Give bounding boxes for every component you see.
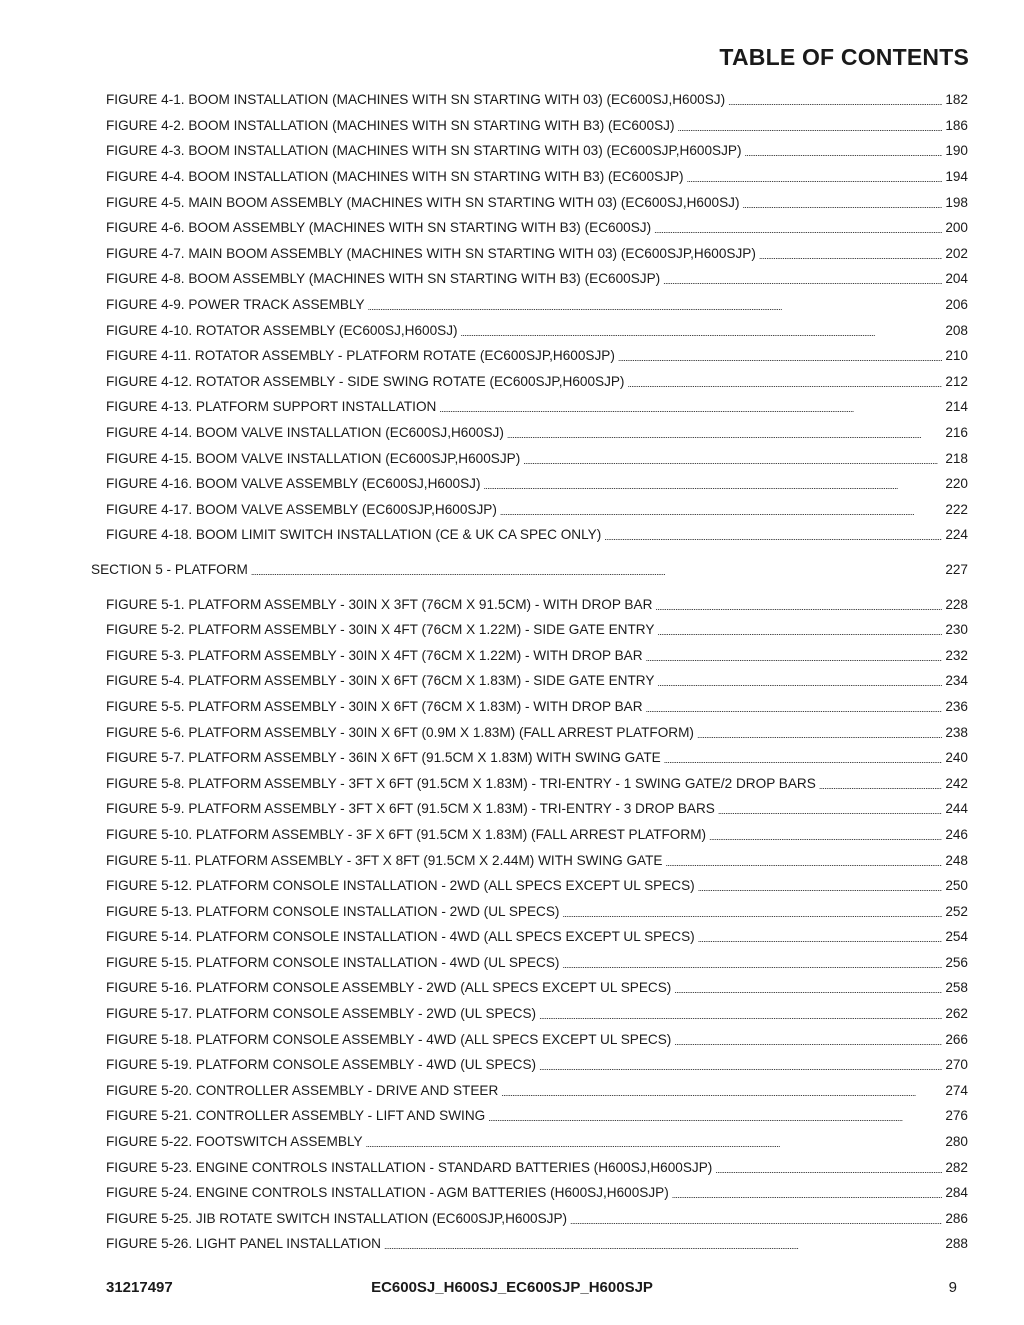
toc-entry-label: FIGURE 4-4. BOOM INSTALLATION (MACHINES WITH SN STARTING WITH B3) (EC600SJP) <box>106 169 684 185</box>
toc-leader-dots <box>507 426 942 441</box>
toc-leader-dots <box>439 400 942 415</box>
toc-entry-page: 186 <box>945 117 968 133</box>
toc-entry-page: 258 <box>945 980 968 996</box>
toc-entry-page: 230 <box>945 622 968 638</box>
toc-leader-dots <box>718 802 942 817</box>
toc-entry-page: 204 <box>945 271 968 287</box>
toc-entry-label: FIGURE 4-11. ROTATOR ASSEMBLY - PLATFORM ROTATE (EC600SJP,H600SJP) <box>106 348 615 364</box>
toc-entry[interactable] <box>106 292 968 318</box>
toc-entry[interactable] <box>106 497 968 523</box>
toc-entry-label: FIGURE 4-2. BOOM INSTALLATION (MACHINES WITH SN STARTING WITH B3) (EC600SJ) <box>106 117 675 133</box>
toc-entry[interactable] <box>106 1078 968 1104</box>
toc-leader-dots <box>501 1084 942 1099</box>
toc-entry[interactable] <box>106 1052 968 1078</box>
toc-entry-page: 244 <box>945 801 968 817</box>
toc-entry-label: FIGURE 5-3. PLATFORM ASSEMBLY - 30IN X 4FT (76CM X 1.22M) - WITH DROP BAR <box>106 647 643 663</box>
toc-entry[interactable] <box>106 394 968 420</box>
toc-entry-page: 236 <box>945 698 968 714</box>
toc-leader-dots <box>646 700 943 715</box>
toc-leader-dots <box>715 1161 942 1176</box>
toc-leader-dots <box>483 477 942 492</box>
toc-entry-page: 224 <box>945 527 968 543</box>
toc-entry[interactable] <box>106 822 968 848</box>
toc-entry-label: FIGURE 5-17. PLATFORM CONSOLE ASSEMBLY - 2WD (UL SPECS) <box>106 1006 537 1022</box>
toc-entry-page: 284 <box>945 1185 968 1201</box>
toc-list <box>0 87 1024 1257</box>
toc-leader-dots <box>674 981 942 996</box>
page-title: TABLE OF CONTENTS <box>719 44 969 70</box>
toc-entry-page: 242 <box>945 775 968 791</box>
toc-entry[interactable] <box>106 898 968 924</box>
toc-entry-label: FIGURE 4-7. MAIN BOOM ASSEMBLY (MACHINES WITH SN STARTING WITH 03) (EC600SJP,H600SJP) <box>106 245 756 261</box>
footer-page-number: 9 <box>948 1279 957 1296</box>
toc-entry-label: FIGURE 4-16. BOOM VALVE ASSEMBLY (EC600SJ,H600SJ) <box>106 476 481 492</box>
toc-entry-label: FIGURE 4-3. BOOM INSTALLATION (MACHINES WITH SN STARTING WITH 03) (EC600SJP,H600SJP) <box>106 143 742 159</box>
toc-entry[interactable] <box>106 215 968 241</box>
footer-model: EC600SJ_H600SJ_EC600SJP_H600SJP <box>371 1279 653 1296</box>
toc-entry[interactable] <box>106 950 968 976</box>
toc-entry-label: FIGURE 5-13. PLATFORM CONSOLE INSTALLATION - 2WD (UL SPECS) <box>106 903 560 919</box>
toc-leader-dots <box>368 298 943 313</box>
toc-entry-label: FIGURE 4-6. BOOM ASSEMBLY (MACHINES WITH SN STARTING WITH B3) (EC600SJ) <box>106 220 652 236</box>
toc-leader-dots <box>742 196 942 211</box>
toc-leader-dots <box>366 1135 943 1150</box>
toc-entry-label: FIGURE 5-2. PLATFORM ASSEMBLY - 30IN X 4FT (76CM X 1.22M) - SIDE GATE ENTRY <box>106 622 655 638</box>
toc-leader-dots <box>251 563 942 578</box>
toc-entry-label: FIGURE 5-20. CONTROLLER ASSEMBLY - DRIVE AND STEER <box>106 1082 499 1098</box>
toc-entry-label: FIGURE 4-14. BOOM VALVE INSTALLATION (EC600SJ,H600SJ) <box>106 425 504 441</box>
toc-entry-label: FIGURE 4-15. BOOM VALVE INSTALLATION (EC600SJP,H600SJP) <box>106 450 521 466</box>
toc-entry[interactable] <box>106 591 968 617</box>
toc-entry-label: FIGURE 5-11. PLATFORM ASSEMBLY - 3FT X 8FT (91.5CM X 2.44M) WITH SWING GATE <box>106 852 663 868</box>
toc-entry[interactable] <box>106 642 968 668</box>
toc-leader-dots <box>677 119 942 134</box>
toc-entry-page: 216 <box>945 425 968 441</box>
toc-entry[interactable] <box>106 317 968 343</box>
toc-entry-page: 282 <box>945 1159 968 1175</box>
toc-section-entry[interactable] <box>91 557 968 583</box>
toc-leader-dots <box>539 1007 942 1022</box>
toc-entry-page: 190 <box>945 143 968 159</box>
toc-leader-dots <box>663 272 942 287</box>
toc-entry-page: 210 <box>945 348 968 364</box>
page-footer <box>0 1279 1024 1299</box>
toc-leader-dots <box>646 649 943 664</box>
toc-entry-page: 202 <box>945 245 968 261</box>
toc-entry[interactable] <box>106 745 968 771</box>
toc-entry-page: 222 <box>945 501 968 517</box>
toc-leader-dots <box>657 674 942 689</box>
toc-entry-page: 270 <box>945 1057 968 1073</box>
toc-entry-page: 206 <box>945 297 968 313</box>
toc-entry[interactable] <box>106 1026 968 1052</box>
toc-entry-page: 246 <box>945 826 968 842</box>
toc-entry[interactable] <box>106 847 968 873</box>
toc-entry[interactable] <box>106 164 968 190</box>
toc-entry-page: 227 <box>945 561 968 577</box>
toc-entry-label: FIGURE 5-18. PLATFORM CONSOLE ASSEMBLY - 4WD (ALL SPECS EXCEPT UL SPECS) <box>106 1031 672 1047</box>
toc-entry-page: 240 <box>945 750 968 766</box>
toc-leader-dots <box>687 170 943 185</box>
toc-entry-page: 234 <box>945 673 968 689</box>
toc-entry-page: 218 <box>945 450 968 466</box>
toc-entry-label: FIGURE 5-25. JIB ROTATE SWITCH INSTALLATION (EC600SJP,H600SJP) <box>106 1210 568 1226</box>
toc-leader-dots <box>665 854 942 869</box>
footer-doc-number: 31217497 <box>106 1279 173 1296</box>
toc-entry-page: 200 <box>945 220 968 236</box>
toc-leader-dots <box>759 247 942 262</box>
toc-entry[interactable] <box>106 617 968 643</box>
toc-entry-label: FIGURE 4-1. BOOM INSTALLATION (MACHINES WITH SN STARTING WITH 03) (EC600SJ,H600SJ) <box>106 92 726 108</box>
toc-entry-label: FIGURE 5-26. LIGHT PANEL INSTALLATION <box>106 1236 381 1252</box>
toc-leader-dots <box>654 221 942 236</box>
toc-entry-page: 182 <box>945 92 968 108</box>
toc-entry-label: FIGURE 5-19. PLATFORM CONSOLE ASSEMBLY - 4WD (UL SPECS) <box>106 1057 537 1073</box>
toc-entry-page: 274 <box>945 1082 968 1098</box>
toc-entry-label: FIGURE 5-15. PLATFORM CONSOLE INSTALLATION - 4WD (UL SPECS) <box>106 954 560 970</box>
toc-leader-dots <box>745 144 943 159</box>
toc-entry-page: 212 <box>945 373 968 389</box>
toc-leader-dots <box>697 726 942 741</box>
toc-entry-label: FIGURE 5-9. PLATFORM ASSEMBLY - 3FT X 6FT (91.5CM X 1.83M) - TRI-ENTRY - 3 DROP BARS <box>106 801 715 817</box>
toc-leader-dots <box>539 1058 942 1073</box>
toc-leader-dots <box>698 930 943 945</box>
toc-entry-label: FIGURE 4-12. ROTATOR ASSEMBLY - SIDE SWING ROTATE (EC600SJP,H600SJP) <box>106 373 625 389</box>
toc-leader-dots <box>819 777 943 792</box>
toc-leader-dots <box>488 1109 942 1124</box>
toc-entry[interactable] <box>106 668 968 694</box>
toc-entry-page: 238 <box>945 724 968 740</box>
toc-entry-label: FIGURE 4-8. BOOM ASSEMBLY (MACHINES WITH SN STARTING WITH B3) (EC600SJP) <box>106 271 661 287</box>
toc-entry-label: FIGURE 5-5. PLATFORM ASSEMBLY - 30IN X 6FT (76CM X 1.83M) - WITH DROP BAR <box>106 698 643 714</box>
toc-entry-page: 276 <box>945 1108 968 1124</box>
toc-leader-dots <box>604 528 942 543</box>
toc-entry-page: 280 <box>945 1134 968 1150</box>
toc-entry[interactable] <box>106 471 968 497</box>
toc-entry[interactable] <box>106 719 968 745</box>
toc-leader-dots <box>664 751 943 766</box>
toc-entry-page: 288 <box>945 1236 968 1252</box>
toc-entry-label: FIGURE 5-22. FOOTSWITCH ASSEMBLY <box>106 1134 363 1150</box>
toc-entry-page: 250 <box>945 878 968 894</box>
toc-leader-dots <box>698 879 943 894</box>
toc-leader-dots <box>627 375 942 390</box>
toc-entry[interactable] <box>106 1231 968 1257</box>
toc-entry[interactable] <box>106 266 968 292</box>
toc-entry-page: 262 <box>945 1006 968 1022</box>
toc-entry-page: 266 <box>945 1031 968 1047</box>
toc-entry-page: 252 <box>945 903 968 919</box>
toc-leader-dots <box>461 324 943 339</box>
toc-entry[interactable] <box>106 369 968 395</box>
toc-entry-label: FIGURE 5-12. PLATFORM CONSOLE INSTALLATION - 2WD (ALL SPECS EXCEPT UL SPECS) <box>106 878 695 894</box>
toc-leader-dots <box>655 598 942 613</box>
toc-entry-label: FIGURE 5-23. ENGINE CONTROLS INSTALLATION - STANDARD BATTERIES (H600SJ,H600SJP) <box>106 1159 713 1175</box>
toc-leader-dots <box>618 349 942 364</box>
toc-leader-dots <box>523 452 942 467</box>
toc-leader-dots <box>562 905 942 920</box>
toc-entry[interactable] <box>106 113 968 139</box>
toc-entry-label: FIGURE 5-21. CONTROLLER ASSEMBLY - LIFT AND SWING <box>106 1108 486 1124</box>
toc-leader-dots <box>500 503 942 518</box>
toc-entry-label: FIGURE 5-7. PLATFORM ASSEMBLY - 36IN X 6FT (91.5CM X 1.83M) WITH SWING GATE <box>106 750 661 766</box>
toc-entry-label: SECTION 5 - PLATFORM <box>91 561 248 577</box>
toc-entry[interactable] <box>106 1206 968 1232</box>
toc-entry[interactable] <box>106 1129 968 1155</box>
toc-entry-label: FIGURE 5-4. PLATFORM ASSEMBLY - 30IN X 6FT (76CM X 1.83M) - SIDE GATE ENTRY <box>106 673 655 689</box>
toc-entry-page: 198 <box>945 194 968 210</box>
toc-entry[interactable] <box>106 189 968 215</box>
toc-entry-label: FIGURE 5-8. PLATFORM ASSEMBLY - 3FT X 6FT (91.5CM X 1.83M) - TRI-ENTRY - 1 SWING GATE/2 DROP BARS <box>106 775 816 791</box>
toc-entry-label: FIGURE 5-24. ENGINE CONTROLS INSTALLATION - AGM BATTERIES (H600SJ,H600SJP) <box>106 1185 669 1201</box>
toc-entry-page: 248 <box>945 852 968 868</box>
toc-leader-dots <box>674 1033 942 1048</box>
toc-leader-dots <box>570 1212 942 1227</box>
toc-entry-label: FIGURE 5-1. PLATFORM ASSEMBLY - 30IN X 3FT (76CM X 91.5CM) - WITH DROP BAR <box>106 596 653 612</box>
toc-leader-dots <box>657 623 942 638</box>
toc-entry[interactable] <box>106 87 968 113</box>
toc-entry[interactable] <box>106 445 968 471</box>
toc-entry[interactable] <box>106 241 968 267</box>
toc-entry-page: 208 <box>945 322 968 338</box>
toc-entry[interactable] <box>106 343 968 369</box>
toc-entry-label: FIGURE 5-6. PLATFORM ASSEMBLY - 30IN X 6FT (0.9M X 1.83M) (FALL ARREST PLATFORM) <box>106 724 694 740</box>
toc-entry-label: FIGURE 5-14. PLATFORM CONSOLE INSTALLATION - 4WD (ALL SPECS EXCEPT UL SPECS) <box>106 929 695 945</box>
toc-leader-dots <box>728 93 942 108</box>
toc-entry-page: 228 <box>945 596 968 612</box>
toc-entry[interactable] <box>106 420 968 446</box>
toc-entry[interactable] <box>106 924 968 950</box>
toc-entry-page: 194 <box>945 169 968 185</box>
toc-entry-label: FIGURE 4-18. BOOM LIMIT SWITCH INSTALLATION (CE & UK CA SPEC ONLY) <box>106 527 602 543</box>
toc-entry[interactable] <box>106 1103 968 1129</box>
toc-entry-label: FIGURE 4-5. MAIN BOOM ASSEMBLY (MACHINES WITH SN STARTING WITH 03) (EC600SJ,H600SJ) <box>106 194 740 210</box>
toc-entry[interactable] <box>106 522 968 548</box>
toc-entry[interactable] <box>106 1154 968 1180</box>
toc-entry-label: FIGURE 4-13. PLATFORM SUPPORT INSTALLATION <box>106 399 437 415</box>
toc-entry-label: FIGURE 4-10. ROTATOR ASSEMBLY (EC600SJ,H600SJ) <box>106 322 458 338</box>
toc-entry[interactable] <box>106 770 968 796</box>
toc-entry-page: 232 <box>945 647 968 663</box>
toc-entry-label: FIGURE 5-10. PLATFORM ASSEMBLY - 3F X 6FT (91.5CM X 1.83M) (FALL ARREST PLATFORM) <box>106 826 707 842</box>
toc-entry[interactable] <box>106 975 968 1001</box>
toc-entry-label: FIGURE 4-17. BOOM VALVE ASSEMBLY (EC600SJP,H600SJP) <box>106 501 497 517</box>
toc-entry[interactable] <box>106 694 968 720</box>
toc-leader-dots <box>672 1186 943 1201</box>
toc-leader-dots <box>384 1237 942 1252</box>
toc-leader-dots <box>562 956 942 971</box>
toc-entry[interactable] <box>106 873 968 899</box>
toc-entry-page: 214 <box>945 399 968 415</box>
toc-entry-label: FIGURE 4-9. POWER TRACK ASSEMBLY <box>106 297 365 313</box>
toc-leader-dots <box>709 828 942 843</box>
toc-entry[interactable] <box>106 138 968 164</box>
toc-entry-label: FIGURE 5-16. PLATFORM CONSOLE ASSEMBLY - 2WD (ALL SPECS EXCEPT UL SPECS) <box>106 980 672 996</box>
toc-entry[interactable] <box>106 1180 968 1206</box>
toc-entry-page: 254 <box>945 929 968 945</box>
toc-entry-page: 286 <box>945 1210 968 1226</box>
toc-entry-page: 256 <box>945 954 968 970</box>
toc-entry[interactable] <box>106 796 968 822</box>
toc-entry[interactable] <box>106 1001 968 1027</box>
toc-entry-page: 220 <box>945 476 968 492</box>
